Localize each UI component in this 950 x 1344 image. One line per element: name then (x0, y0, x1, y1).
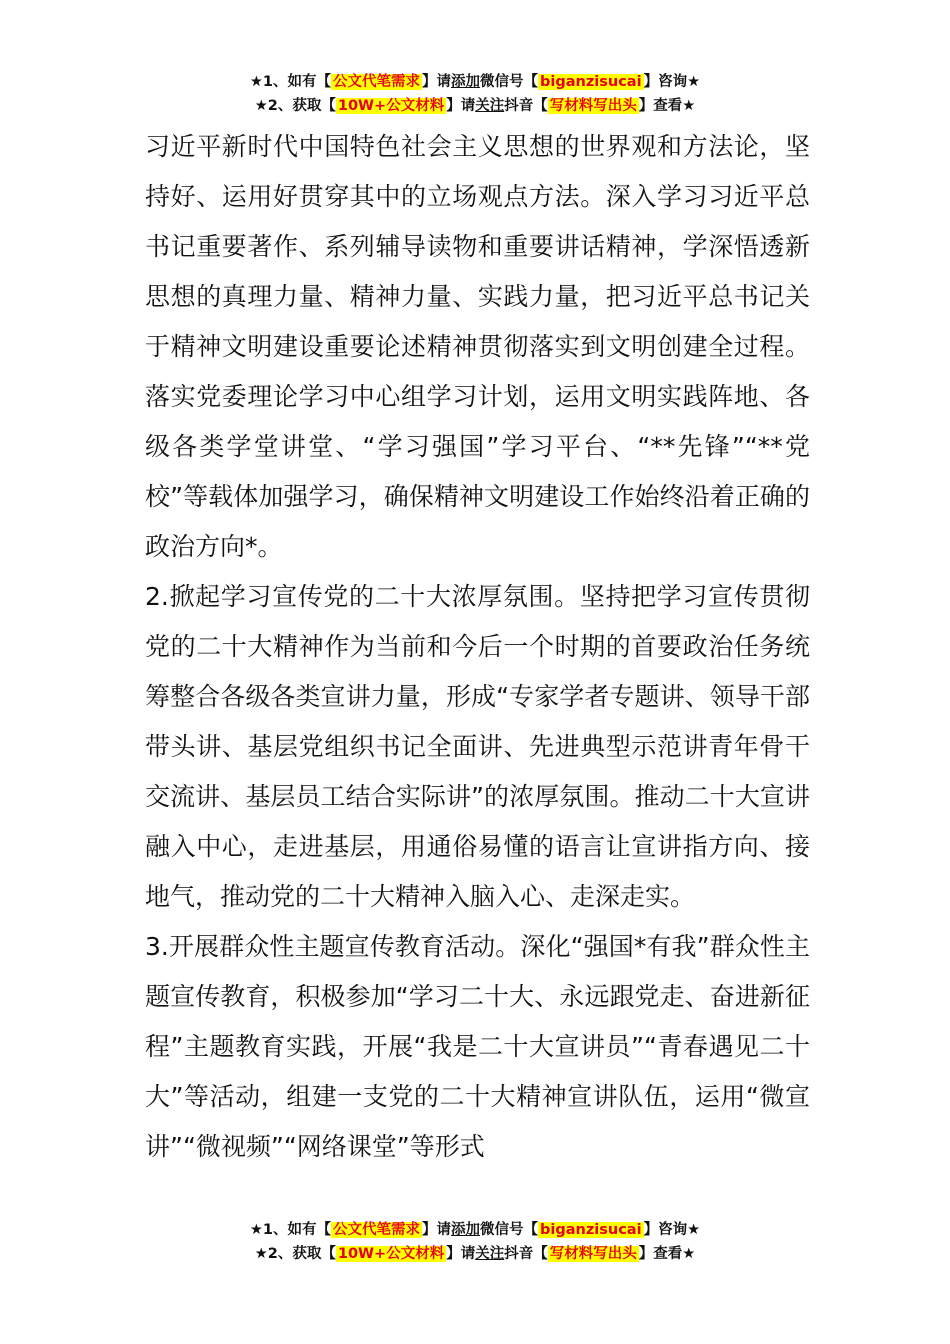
promo-underlined: 添加 (451, 1222, 481, 1238)
promo-line-1 (0, 70, 950, 94)
document-body (145, 122, 810, 1172)
header-promo-banner (0, 70, 950, 118)
promo-underlined: 关注 (475, 98, 505, 114)
promo-underlined: 关注 (475, 1246, 505, 1262)
promo-line-2 (0, 94, 950, 118)
promo-text: ★1、如有【 (249, 74, 332, 90)
promo-highlight: 10W+公文材料 (337, 98, 445, 114)
promo-text: 】请 (446, 1246, 476, 1262)
promo-text: 】咨询★ (643, 1222, 701, 1238)
promo-highlight: 公文代笔需求 (333, 74, 421, 90)
promo-text: 微信号【 (480, 1222, 539, 1238)
promo-text: 抖音【 (504, 98, 548, 114)
promo-highlight: 公文代笔需求 (333, 1222, 421, 1238)
paragraph: 3.开展群众性主题宣传教育活动。深化“强国*有我”群众性主题宣传教育，积极参加“学习二十大、永远跟党走、奋进新征程”主题教育实践，开展“我是二十大宣讲员”“青春遇见二十大”等活动，组建一支党的二十大精神宣讲队伍，运用“微宣讲”“微视频”“网络课堂”等形式 (145, 932, 810, 1161)
promo-text: ★1、如有【 (249, 1222, 332, 1238)
promo-text: 】请 (446, 98, 476, 114)
promo-text: ★2、获取【 (254, 1246, 336, 1262)
footer-promo-banner (0, 1218, 950, 1266)
promo-highlight-wechat-id: biganzisucai (540, 1222, 642, 1238)
promo-highlight-douyin-id: 写材料写出头 (549, 1246, 637, 1262)
promo-underlined: 添加 (451, 74, 481, 90)
promo-text: 】请 (422, 1222, 452, 1238)
promo-text: 微信号【 (480, 74, 539, 90)
promo-text: 】查看★ (638, 1246, 696, 1262)
promo-highlight-wechat-id: biganzisucai (540, 74, 642, 90)
paragraph: 习近平新时代中国特色社会主义思想的世界观和方法论，坚持好、运用好贯穿其中的立场观点方法。深入学习习近平总书记重要著作、系列辅导读物和重要讲话精神，学深悟透新思想的真理力量、精神力量、实践力量，把习近平总书记关于精神文明建设重要论述精神贯彻落实到文明创建全过程。落实党委理论学习中心组学习计划，运用文明实践阵地、各级各类学堂讲堂、“学习强国”学习平台、“**先锋”“**党校”等载体加强学习，确保精神文明建设工作始终沿着正确的政治方向*。 (145, 132, 810, 561)
promo-text: 抖音【 (504, 1246, 548, 1262)
promo-line-2 (0, 1242, 950, 1266)
paragraph: 2.掀起学习宣传党的二十大浓厚氛围。坚持把学习宣传贯彻党的二十大精神作为当前和今后一个时期的首要政治任务统筹整合各级各类宣讲力量，形成“专家学者专题讲、领导干部带头讲、基层党组织书记全面讲、先进典型示范讲青年骨干交流讲、基层员工结合实际讲”的浓厚氛围。推动二十大宣讲融入中心，走进基层，用通俗易懂的语言让宣讲指方向、接地气，推动党的二十大精神入脑入心、走深走实。 (145, 582, 810, 911)
promo-highlight-douyin-id: 写材料写出头 (549, 98, 637, 114)
promo-text: ★2、获取【 (254, 98, 336, 114)
promo-text: 】咨询★ (643, 74, 701, 90)
promo-line-1 (0, 1218, 950, 1242)
promo-text: 】请 (422, 74, 452, 90)
promo-text: 】查看★ (638, 98, 696, 114)
promo-highlight: 10W+公文材料 (337, 1246, 445, 1262)
